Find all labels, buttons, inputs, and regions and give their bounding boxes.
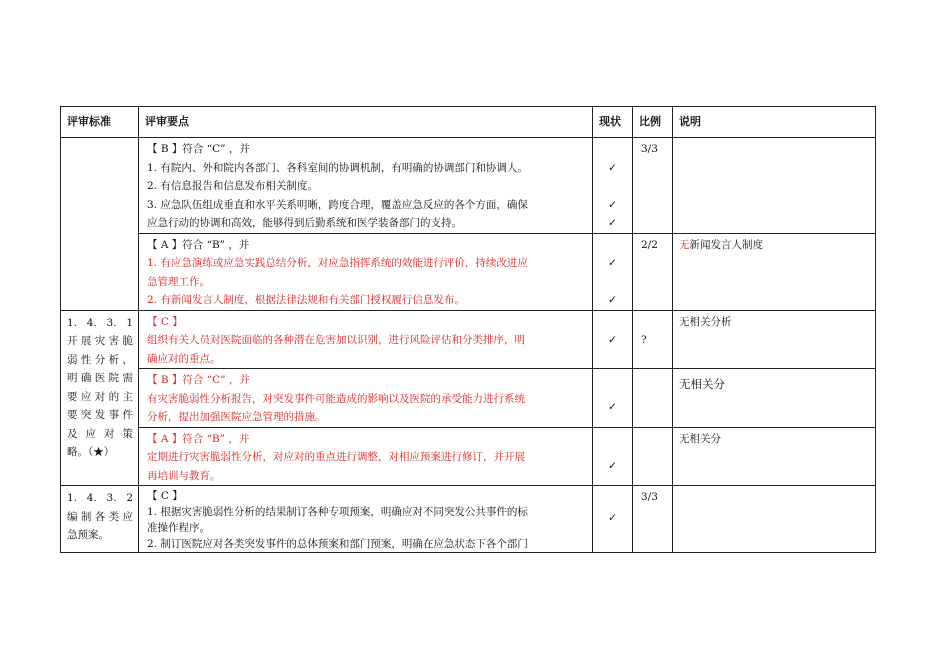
status-mark <box>593 177 632 196</box>
standard-line: 略。（★） <box>67 446 115 458</box>
status-mark <box>593 390 632 398</box>
point-line: 【 B 】符合 “C” ，并 <box>147 143 250 155</box>
point-line: 确应对的重点。 <box>147 352 221 365</box>
standard-line: 要突发事件 <box>67 409 133 421</box>
table-header-row <box>61 107 876 138</box>
header-ratio: 比例 <box>633 107 673 138</box>
table-row <box>61 310 876 369</box>
standard-line: 1. 4. 3. 2 <box>67 492 133 504</box>
point-line: 准操作程序。 <box>147 522 210 534</box>
points-cell <box>139 369 593 428</box>
point-line: 再培训与教育。 <box>147 469 221 482</box>
ratio-cell: 2/2 <box>633 233 673 310</box>
point-line: 2. 有新闻发言人制度，根据法律法规和有关部门授权履行信息发布。 <box>147 294 465 306</box>
point-line: 【 C 】 <box>147 490 183 502</box>
ratio-cell: 3/3 <box>633 138 673 234</box>
header-standard: 评审标准 <box>61 107 139 138</box>
point-line: 1. 有应急演练或应急实践总结分析，对应急指挥系统的效能进行评价，持续改进应 <box>147 257 528 269</box>
standard-line: 开展灾害脆 <box>67 335 133 347</box>
status-cell <box>593 233 633 310</box>
standard-line: 急预案。 <box>67 529 109 541</box>
note-cell <box>673 138 876 234</box>
points-cell <box>139 138 593 234</box>
standard-line: 要应对的主 <box>67 390 133 403</box>
table-row <box>61 427 876 486</box>
points-cell <box>139 310 593 369</box>
ratio-cell <box>633 369 673 428</box>
point-line: 组织有关人员对医院面临的各种潜在危害加以识别，进行风险评估和分类排序，明 <box>147 334 525 346</box>
note-text: 新闻发言人制度 <box>689 238 763 251</box>
status-cell <box>593 138 633 234</box>
table-row <box>61 138 876 234</box>
check-icon: ✓ <box>608 334 617 346</box>
table-row <box>61 369 876 428</box>
status-mark <box>593 439 632 458</box>
status-mark <box>593 273 632 292</box>
note-cell: 无相关分析 <box>673 310 876 369</box>
ratio-cell: 3/3 <box>633 486 673 553</box>
standard-cell <box>61 138 139 311</box>
status-mark <box>593 313 632 332</box>
standard-line: 及应对策 <box>67 427 133 440</box>
note-cell <box>673 369 876 428</box>
status-cell <box>593 427 633 486</box>
point-line: 应急行动的协调和高效，能够得到后勤系统和医学装备部门的支持。 <box>147 217 462 229</box>
ratio-cell <box>633 427 673 486</box>
standard-line: 明确医院需 <box>67 372 133 384</box>
check-icon: ✓ <box>608 257 617 269</box>
standard-line: 弱性分析， <box>67 353 133 366</box>
point-line: 1. 根据灾害脆弱性分析的结果制订各种专项预案，明确应对不同突发公共事件的标 <box>147 506 528 518</box>
note-cell: 无相关分 <box>673 427 876 486</box>
check-icon: ✓ <box>608 460 617 472</box>
status-cell <box>593 310 633 369</box>
check-icon: ✓ <box>608 161 617 174</box>
point-line: 2. 有信息报告和信息发布相关制度。 <box>147 180 318 192</box>
point-line: 定期进行灾害脆弱性分析，对应对的重点进行调整，对相应预案进行修订，并开展 <box>147 451 525 463</box>
evaluation-table <box>60 106 876 553</box>
status-mark <box>593 490 632 509</box>
point-line: 【 B 】符合 “C” ，并 <box>147 374 250 386</box>
note-cell <box>673 486 876 553</box>
point-line: 分析，提出加强医院应急管理的措施。 <box>147 411 326 423</box>
points-cell <box>139 233 593 310</box>
points-cell <box>139 486 593 553</box>
standard-line: 1. 4. 3. 1 <box>67 316 133 329</box>
check-icon: ✓ <box>608 217 617 229</box>
ratio-cell: ? <box>633 310 673 369</box>
header-status: 现状 <box>593 107 633 138</box>
status-cell <box>593 486 633 553</box>
header-points: 评审要点 <box>139 107 593 138</box>
standard-cell <box>61 310 139 486</box>
point-line: 有灾害脆弱性分析报告，对突发事件可能造成的影响以及医院的承受能力进行系统 <box>147 392 525 405</box>
points-cell <box>139 427 593 486</box>
note-text: 无相关分 <box>679 377 725 391</box>
standard-cell <box>61 486 139 553</box>
status-mark <box>593 236 632 255</box>
header-note: 说明 <box>673 107 876 138</box>
status-mark <box>593 371 632 390</box>
point-line: 3. 应急队伍组成垂直和水平关系明晰，跨度合理，覆盖应急反应的各个方面，确保 <box>147 198 528 211</box>
check-icon: ✓ <box>608 400 617 413</box>
point-line: 1. 有院内、外和院内各部门、各科室间的协调机制，有明确的协调部门和协调人。 <box>147 161 528 174</box>
check-icon: ✓ <box>608 511 617 524</box>
table-row <box>61 486 876 553</box>
point-line: 2. 制订医院应对各类突发事件的总体预案和部门预案，明确在应急状态下各个部门 <box>147 538 528 550</box>
status-cell <box>593 369 633 428</box>
standard-line: 编制各类应 <box>67 510 133 523</box>
check-icon: ✓ <box>608 294 617 306</box>
table-row <box>61 233 876 310</box>
point-line: 【 C 】 <box>147 315 183 328</box>
point-line: 【 A 】符合 “B” ，并 <box>147 432 250 445</box>
note-first-char: 无 <box>679 238 690 251</box>
note-cell <box>673 233 876 310</box>
point-line: 急管理工作。 <box>147 275 210 288</box>
point-line: 【 A 】符合 “B” ，并 <box>147 238 250 251</box>
status-mark <box>593 140 632 159</box>
check-icon: ✓ <box>608 198 617 211</box>
